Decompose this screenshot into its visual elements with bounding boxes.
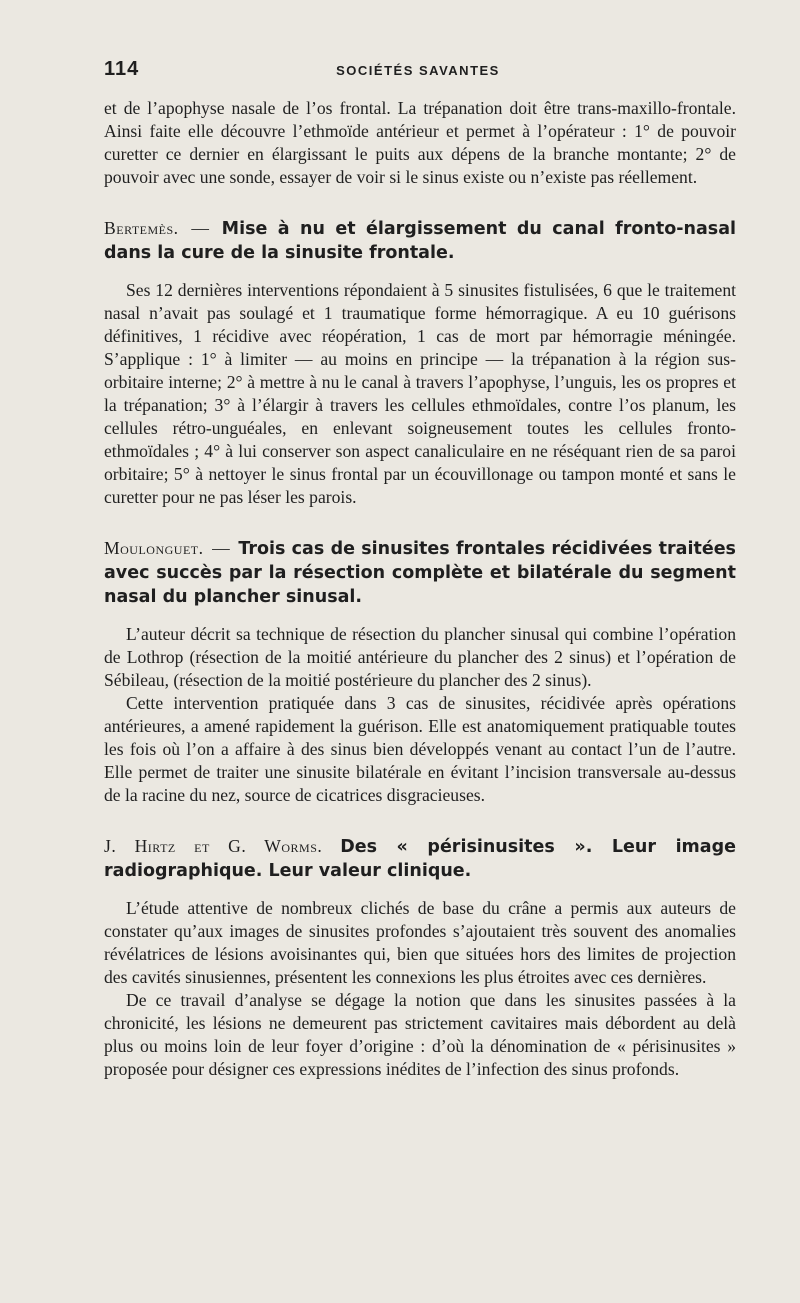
article-heading bbox=[104, 217, 736, 265]
article-paragraph: L’auteur décrit sa technique de résection du plancher sinusal qui combine l’opération de Lothrop (résection de la moitié antérieure du plancher des 2 sinus) et l’opération de Sébileau, (résection de la moitié postérieure du plancher des 2 sinus). bbox=[104, 624, 736, 690]
article-moulonguet bbox=[104, 537, 736, 807]
article-author: Moulonguet. bbox=[104, 538, 204, 558]
article-paragraph: Ses 12 dernières interventions répondaient à 5 sinusites fistulisées, 6 que le traitement nasal n’avait pas soulagé et 1 traumatique forme hémorragique. A eu 10 guérisons définitives, 1 récidive avec réopération, 1 cas de mort par hémorragie méningée. S’applique : 1° à limiter — au moins en principe — la trépanation à la région sus-orbitaire interne; 2° à mettre à nu le canal à travers l’apophyse, l’unguis, les os propres et la trépanation; 3° à l’élargir à travers les cellules ethmoïdales, contre l’os planum, les cellules rétro-unguéales, en enlevant soigneusement toutes les cellules fronto-ethmoïdales ; 4° à lui conserver son aspect canaliculaire en ne réséquant rien de sa paroi orbitaire; 5° à nettoyer le sinus frontal par un écouvillonage ou tampon monté et sans le curetter pour ne pas léser les parois. bbox=[104, 280, 736, 507]
article-title: Trois cas de sinusites frontales récidivées traitées avec succès par la résection complète et bilatérale du segment nasal du plancher sinusal. bbox=[104, 539, 736, 607]
article-title: Mise à nu et élargissement du canal fronto-nasal dans la cure de la sinusite frontale. bbox=[104, 219, 736, 263]
page-header bbox=[104, 58, 732, 86]
article-author: Bertemès. bbox=[104, 218, 179, 238]
heading-dash: — bbox=[212, 538, 230, 558]
page-body bbox=[104, 97, 736, 1081]
article-heading bbox=[104, 537, 736, 609]
intro-paragraph: et de l’apophyse nasale de l’os frontal. La trépanation doit être trans-maxillo-frontale. Ainsi faite elle découvre l’ethmoïde antérieur et permet à l’opérateur : 1° de pouvoir curetter ce dernier en élargissant le puits aux dépens de la branche montante; 2° de pouvoir avec une sonde, essayer de voir si le sinus existe ou n’existe pas réellement. bbox=[104, 98, 736, 187]
article-paragraph: Cette intervention pratiquée dans 3 cas de sinusites, récidivée après opérations antérieures, a amené rapidement la guérison. Elle est anatomiquement pratiquable toutes les fois où l’on a affaire à des sinus bien développés venant au contact l’un de l’autre. Elle permet de traiter une sinusite bilatérale en évitant l’incision transversale au-dessus de la racine du nez, source de cicatrices disgracieuses. bbox=[104, 693, 736, 805]
heading-dash: — bbox=[191, 218, 209, 238]
running-title: SOCIÉTÉS SAVANTES bbox=[336, 63, 500, 78]
article-hirtz-worms bbox=[104, 835, 736, 1081]
article-bertemes bbox=[104, 217, 736, 509]
article-paragraph: De ce travail d’analyse se dégage la notion que dans les sinusites passées à la chronicité, les lésions ne demeurent pas strictement cavitaires mais débordent au delà plus ou moins loin de leur foyer d’origine : d’où la dénomination de « périsinusites » proposée pour désigner ces expressions inédites de l’infection des sinus profonds. bbox=[104, 990, 736, 1079]
article-paragraph: L’étude attentive de nombreux clichés de base du crâne a permis aux auteurs de constater qu’aux images de sinusites profondes s’ajoutaient très souvent des anomalies révélatrices de lésions avoisinantes qui, bien que situées hors des limites de projection des cavités sinusiennes, présentent les connexions les plus étroites avec ces dernières. bbox=[104, 898, 736, 987]
article-author: J. Hirtz et G. Worms. bbox=[104, 836, 323, 856]
article-title: Des « périsinusites ». Leur image radiographique. Leur valeur clinique. bbox=[104, 837, 737, 881]
page-number: 114 bbox=[104, 58, 140, 80]
article-heading bbox=[104, 835, 736, 883]
